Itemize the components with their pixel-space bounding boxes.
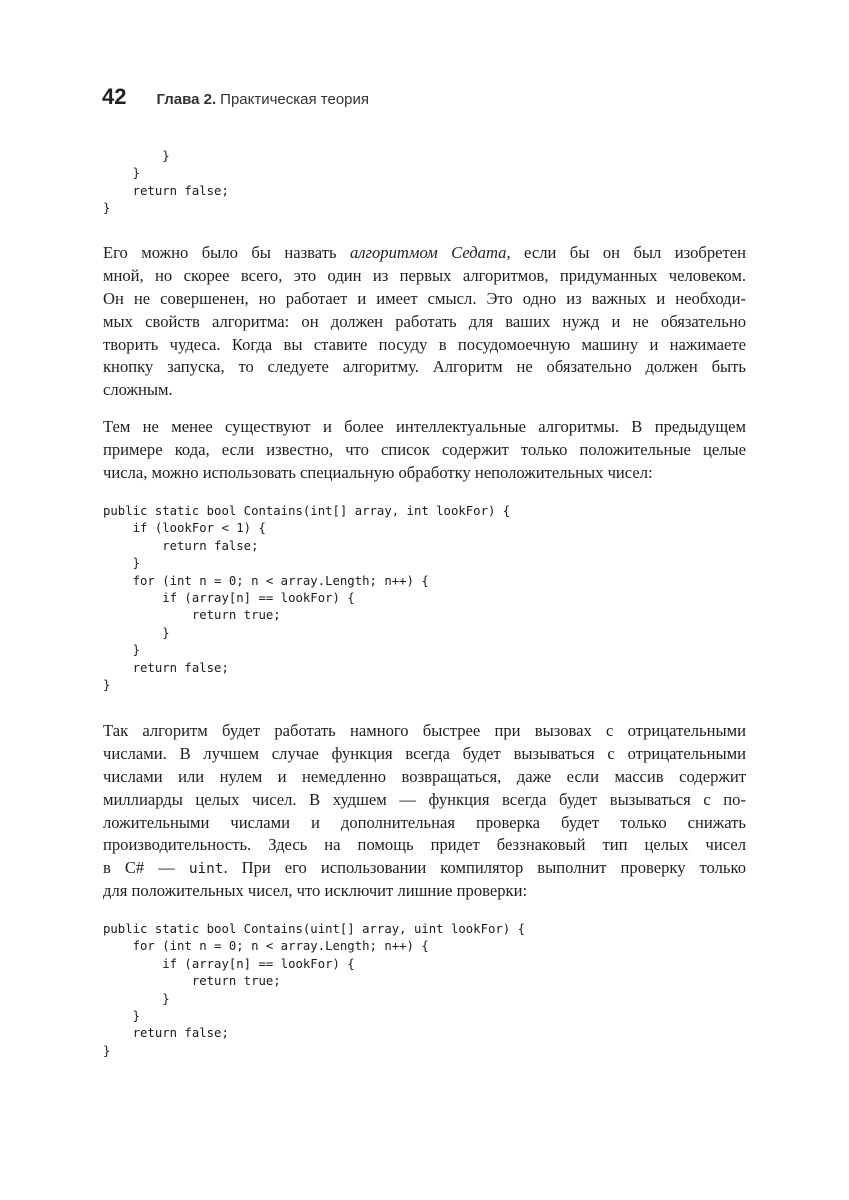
paragraph-line: [103, 857, 746, 880]
paragraph-line: Он не совершенен, но работает и имеет смысл. Это одно из важных и необходи-: [103, 288, 746, 308]
code-line: if (lookFor < 1) {: [103, 521, 266, 536]
paragraph-line: для положительных чисел, что исключит лишние проверки:: [103, 881, 528, 901]
paragraph-line: сложным.: [103, 380, 173, 400]
paragraph-line: мной, но скорее всего, это один из первых алгоритмов, придуманных человеком.: [103, 265, 746, 285]
page-number: 42: [102, 84, 127, 109]
running-header: [102, 84, 369, 114]
code-line: return true;: [103, 608, 281, 623]
code-line: }: [103, 677, 111, 692]
text-run: Его можно было бы назвать: [103, 243, 350, 262]
paragraph-line: кнопку запуска, то следуете алгоритму. Алгоритм не обязательно должен быть: [103, 357, 746, 377]
code-line: return false;: [103, 183, 229, 198]
emphasized-term: алгоритмом Седата: [349, 243, 507, 262]
code-line: }: [103, 1043, 111, 1058]
code-line: return false;: [103, 538, 259, 553]
code-line: }: [103, 201, 111, 216]
text-run: . При его использовании компилятор выполнит проверку только: [223, 858, 746, 878]
paragraph-line: миллиарды целых чисел. В худшем — функция всегда будет вызываться с по-: [103, 789, 746, 809]
inline-code: uint: [188, 861, 224, 878]
paragraph-line: Так алгоритм будет работать намного быстрее при вызовах с отрицательными: [103, 721, 746, 740]
code-line: }: [103, 149, 170, 163]
code-block-1: [103, 148, 229, 218]
code-line: return true;: [103, 974, 281, 989]
code-line: return false;: [103, 1026, 229, 1041]
paragraph-line: числами. В лучшем случае функция всегда будет вызываться с отрицательными: [103, 743, 746, 763]
paragraph-line: [103, 242, 746, 265]
code-block-2: [103, 503, 510, 694]
chapter-label: Глава 2.: [156, 91, 217, 108]
code-line: public static bool Contains(uint[] array, uint lookFor) {: [103, 922, 525, 936]
code-line: public static bool Contains(int[] array, int lookFor) {: [103, 504, 511, 518]
paragraph-1: [103, 242, 746, 402]
paragraph-3: [103, 720, 746, 903]
paragraph-line: производительность. Здесь на помощь придет беззнаковый тип целых чисел: [103, 835, 746, 855]
paragraph-line: Тем не менее существуют и более интеллектуальные алгоритмы. В предыдущем: [103, 417, 746, 436]
code-line: }: [103, 556, 141, 571]
text-run: , если бы он был изобретен: [506, 243, 746, 262]
code-line: }: [103, 1008, 141, 1023]
code-line: }: [103, 166, 141, 181]
code-line: }: [103, 643, 141, 658]
code-line: return false;: [103, 660, 229, 675]
code-line: if (array[n] == lookFor) {: [103, 956, 355, 971]
code-line: for (int n = 0; n < array.Length; n++) {: [103, 939, 429, 954]
paragraph-line: ложительными числами и дополнительная проверка будет только снижать: [103, 812, 746, 832]
paragraph-line: числами или нулем и немедленно возвращаться, даже если массив содержит: [103, 766, 746, 786]
text-run: в C# —: [103, 858, 189, 878]
paragraph-2: [103, 416, 746, 485]
paragraph-line: мых свойств алгоритма: он должен работать для ваших нужд и не обязательно: [103, 311, 746, 331]
code-line: for (int n = 0; n < array.Length; n++) {: [103, 573, 429, 588]
paragraph-line: примере кода, если известно, что список содержит только положительные целые: [103, 439, 746, 459]
code-line: }: [103, 625, 170, 640]
paragraph-line: творить чудеса. Когда вы ставите посуду в посудомоечную машину и нажимаете: [103, 334, 746, 354]
code-line: if (array[n] == lookFor) {: [103, 590, 355, 605]
code-line: }: [103, 991, 170, 1006]
chapter-title: Практическая теория: [220, 91, 370, 108]
code-block-3: [103, 921, 525, 1060]
paragraph-line: числа, можно использовать специальную обработку неположительных чисел:: [103, 462, 653, 482]
